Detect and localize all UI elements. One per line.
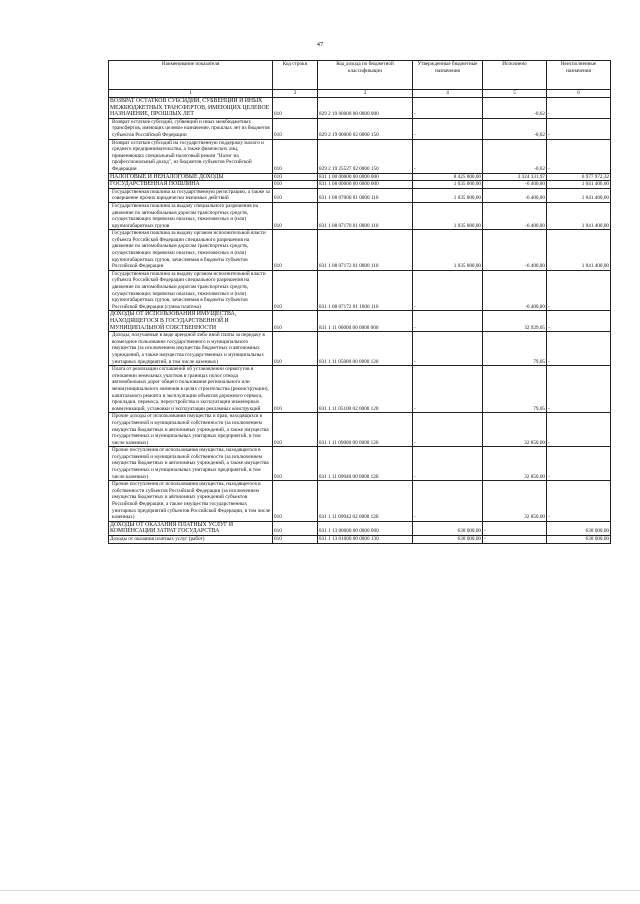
table-row [109, 173, 611, 181]
row-name: Государственная пошлина за государственную регистрацию, а также за совершение прочих юридически значимых действий [109, 188, 273, 202]
row-approved: - [413, 332, 483, 366]
row-unexecuted: - [547, 139, 611, 173]
row-unexecuted: 6 977 972,32 [547, 173, 611, 181]
row-name: Прочие поступления от использования имущества, находящегося в государственной и муниципальной собственности (за исключением имущества бюджетных и автономных учреждений, а также имущества государственных и муниципальных унитарных предприятий, в том числе казенных) [109, 447, 273, 481]
row-approved: 1 035 000,00 [413, 188, 483, 202]
row-unexecuted: 1 041 400,00 [547, 202, 611, 229]
table-row [109, 181, 611, 189]
row-executed: -0,62 [483, 139, 547, 173]
row-name: Государственная пошлина за выдачу специального разрешения на движение по автомобильным дорогам транспортных средств, осуществляющих перевозки опасных, тяжеловесных и (или) крупногабаритных грузов [109, 202, 273, 229]
column-number: 3 [318, 90, 413, 98]
row-code: 010 [273, 173, 318, 181]
row-kbk: 831 1 08 07000 01 0000 110 [318, 188, 413, 202]
page-bottom-divider [0, 890, 640, 891]
row-approved: 1 035 000,00 [413, 181, 483, 189]
row-code: 010 [273, 311, 318, 332]
row-approved: - [413, 481, 483, 522]
table-row [109, 332, 611, 366]
row-executed: - [483, 536, 547, 544]
table-row [109, 447, 611, 481]
row-kbk: 831 1 13 01000 00 0000 130 [318, 536, 413, 544]
row-kbk: 829 2 19 00000 00 0000 000 [318, 98, 413, 119]
row-approved: - [413, 311, 483, 332]
header-row-code: Код строки [273, 61, 318, 90]
row-executed: 32 850,00 [483, 447, 547, 481]
row-code: 010 [273, 366, 318, 413]
row-name: Государственная пошлина за выдачу органом исполнительной власти субъекта Российской Федерации специального разрешения на движение по автомобильным дорогам транспортных средств, осуществляющих перевозки опасных, тяжеловесных и (или) крупногабаритных грузов, зачисляемая в бюджеты субъектов Российской Федерации [109, 230, 273, 271]
table-header-row [109, 61, 611, 90]
row-name: Прочие поступления от использования имущества, находящегося в собственности субъектов Российской Федерации (за исключением имущества бюджетных и автономных учреждений субъектов Российской Федерации, а также имущества государственных унитарных предприятий субъектов Российской Федерации, в том числе казенных) [109, 481, 273, 522]
row-unexecuted: - [547, 118, 611, 139]
row-unexecuted: - [547, 98, 611, 119]
row-executed: -0,62 [483, 118, 547, 139]
row-unexecuted: 1 041 400,00 [547, 181, 611, 189]
table-row [109, 311, 611, 332]
row-code: 010 [273, 521, 318, 535]
row-code: 010 [273, 181, 318, 189]
table-row [109, 413, 611, 447]
row-unexecuted: - [547, 270, 611, 311]
row-code: 010 [273, 230, 318, 271]
row-name: ДОХОДЫ ОТ ИСПОЛЬЗОВАНИЯ ИМУЩЕСТВА, НАХОДЯЩЕГОСЯ В ГОСУДАРСТВЕННОЙ И МУНИЦИПАЛЬНОЙ СОБСТВЕННОСТИ [109, 311, 273, 332]
column-number: 6 [547, 90, 611, 98]
row-executed: 32 850,00 [483, 481, 547, 522]
row-code: 010 [273, 139, 318, 173]
header-executed: Исполнено [483, 61, 547, 90]
row-code: 010 [273, 536, 318, 544]
row-executed: 32 929,05 [483, 311, 547, 332]
row-approved: - [413, 366, 483, 413]
row-unexecuted: 1 041 400,00 [547, 188, 611, 202]
row-unexecuted: 1 041 400,00 [547, 230, 611, 271]
table-row [109, 202, 611, 229]
row-kbk: 831 1 11 05000 00 0000 120 [318, 332, 413, 366]
row-executed: - [483, 521, 547, 535]
row-approved: 638 000,00 [413, 521, 483, 535]
header-income-code: Код дохода по бюджетной классификации [318, 61, 413, 90]
row-kbk: 829 2 19 00000 02 0000 150 [318, 118, 413, 139]
row-code: 010 [273, 98, 318, 119]
row-executed: 79,05 [483, 332, 547, 366]
row-code: 010 [273, 118, 318, 139]
row-name: Прочие доходы от использования имущества и прав, находящихся в государственной и муниципальной собственности (за исключением имущества бюджетных и автономных учреждений, а также имущества государственных и муниципальных унитарных предприятий, в том числе казенных) [109, 413, 273, 447]
row-kbk: 831 1 08 07172 01 0000 110 [318, 230, 413, 271]
row-approved: 1 035 000,00 [413, 230, 483, 271]
row-unexecuted: - [547, 366, 611, 413]
row-unexecuted: - [547, 481, 611, 522]
row-executed: 3 324 331,97 [483, 173, 547, 181]
table-row [109, 270, 611, 311]
table-row [109, 118, 611, 139]
row-kbk: 831 1 08 07170 01 0000 110 [318, 202, 413, 229]
row-name: ВОЗВРАТ ОСТАТКОВ СУБСИДИЙ, СУБВЕНЦИЙ И ИНЫХ МЕЖБЮДЖЕТНЫХ ТРАНСФЕРТОВ, ИМЕЮЩИХ ЦЕЛЕВОЕ НАЗНАЧЕНИЕ, ПРОШЛЫХ ЛЕТ [109, 98, 273, 119]
row-approved: 638 000,00 [413, 536, 483, 544]
row-code: 010 [273, 481, 318, 522]
page-number: 47 [316, 41, 324, 48]
row-approved: - [413, 413, 483, 447]
table-row [109, 481, 611, 522]
row-executed: -6 400,00 [483, 230, 547, 271]
row-kbk: 831 1 11 00000 00 0000 000 [318, 311, 413, 332]
row-kbk: 831 1 13 00000 00 0000 000 [318, 521, 413, 535]
row-kbk: 831 1 11 09042 02 0000 120 [318, 481, 413, 522]
row-code: 010 [273, 270, 318, 311]
row-approved: 1 035 000,00 [413, 202, 483, 229]
row-kbk: 831 1 08 00000 00 0000 000 [318, 181, 413, 189]
row-approved: - [413, 139, 483, 173]
row-approved: - [413, 118, 483, 139]
row-unexecuted: 638 000,00 [547, 521, 611, 535]
row-name: Государственная пошлина за выдачу органом исполнительной власти субъекта Российской Федерации специального разрешения на движение по автомобильным дорогам транспортных средств, осуществляющих перевозки опасных, тяжеловесных и (или) крупногабаритных грузов, зачисляемая в бюджеты субъектов Российской Федерации (сумма платежа) [109, 270, 273, 311]
row-kbk: 831 1 11 05100 02 0000 120 [318, 366, 413, 413]
row-name: ДОХОДЫ ОТ ОКАЗАНИЯ ПЛАТНЫХ УСЛУГ И КОМПЕНСАЦИИ ЗАТРАТ ГОСУДАРСТВА [109, 521, 273, 535]
column-number-row [109, 90, 611, 98]
row-kbk: 831 1 08 07172 01 1000 110 [318, 270, 413, 311]
table-row [109, 521, 611, 535]
row-code: 010 [273, 202, 318, 229]
income-table [108, 60, 611, 544]
table-row [109, 98, 611, 119]
row-executed: 79,05 [483, 366, 547, 413]
row-executed: -0,62 [483, 98, 547, 119]
row-executed: -6 400,00 [483, 202, 547, 229]
header-approved: Утвержденные бюджетные назначения [413, 61, 483, 90]
header-unexecuted: Неисполненные назначения [547, 61, 611, 90]
table-row [109, 139, 611, 173]
row-executed: -6 400,00 [483, 181, 547, 189]
row-unexecuted: - [547, 332, 611, 366]
row-executed: -6 400,00 [483, 188, 547, 202]
row-code: 010 [273, 447, 318, 481]
row-name: Плата от реализации соглашений об установлении сервитутов в отношении земельных участков в границах полос отвода автомобильных дорог общего пользования регионального или межмуниципального значения в целях строительства (реконструкции), капитального ремонта и эксплуатации объектов дорожного сервиса, прокладки, переноса, переустройства и эксплуатации инженерных коммуникаций, установки и эксплуатации рекламных конструкций [109, 366, 273, 413]
row-executed: -6 400,00 [483, 270, 547, 311]
row-kbk: 831 1 11 09000 00 0000 120 [318, 413, 413, 447]
row-kbk: 829 2 19 25527 02 0000 150 [318, 139, 413, 173]
table-row [109, 188, 611, 202]
column-number: 5 [483, 90, 547, 98]
row-approved: - [413, 270, 483, 311]
table-row [109, 536, 611, 544]
row-unexecuted: - [547, 413, 611, 447]
table-row [109, 366, 611, 413]
row-executed: 32 850,00 [483, 413, 547, 447]
row-code: 010 [273, 413, 318, 447]
row-unexecuted: - [547, 311, 611, 332]
column-number: 4 [413, 90, 483, 98]
row-name: Доходы от оказания платных услуг (работ) [109, 536, 273, 544]
row-unexecuted: - [547, 447, 611, 481]
row-unexecuted: 638 000,00 [547, 536, 611, 544]
column-number: 1 [109, 90, 273, 98]
row-kbk: 831 1 00 00000 00 0000 000 [318, 173, 413, 181]
row-name: НАЛОГОВЫЕ И НЕНАЛОГОВЫЕ ДОХОДЫ [109, 173, 273, 181]
row-name: Возврат остатков субсидий, субвенций и иных межбюджетных трансфертов, имеющих целевое назначение, прошлых лет из бюджетов субъектов Российской Федерации [109, 118, 273, 139]
row-code: 010 [273, 332, 318, 366]
row-kbk: 831 1 11 09040 00 0000 120 [318, 447, 413, 481]
header-indicator-name: Наименование показателя [109, 61, 273, 90]
row-name: Доходы, получаемые в виде арендной либо иной платы за передачу в возмездное пользование государственного и муниципального имущества (за исключением имущества бюджетных и автономных учреждений, а также имущества государственных и муниципальных унитарных предприятий, в том числе казенных) [109, 332, 273, 366]
row-name: Возврат остатков субсидий на государственную поддержку малого и среднего предпринимательства, а также физических лиц, применяющих специальный налоговый режим "Налог на профессиональный доход", из бюджетов субъектов Российской Федерации [109, 139, 273, 173]
row-approved: 8 425 000,00 [413, 173, 483, 181]
column-number: 2 [273, 90, 318, 98]
row-approved: - [413, 98, 483, 119]
row-approved: - [413, 447, 483, 481]
row-name: ГОСУДАРСТВЕННАЯ ПОШЛИНА [109, 181, 273, 189]
row-code: 010 [273, 188, 318, 202]
table-row [109, 230, 611, 271]
